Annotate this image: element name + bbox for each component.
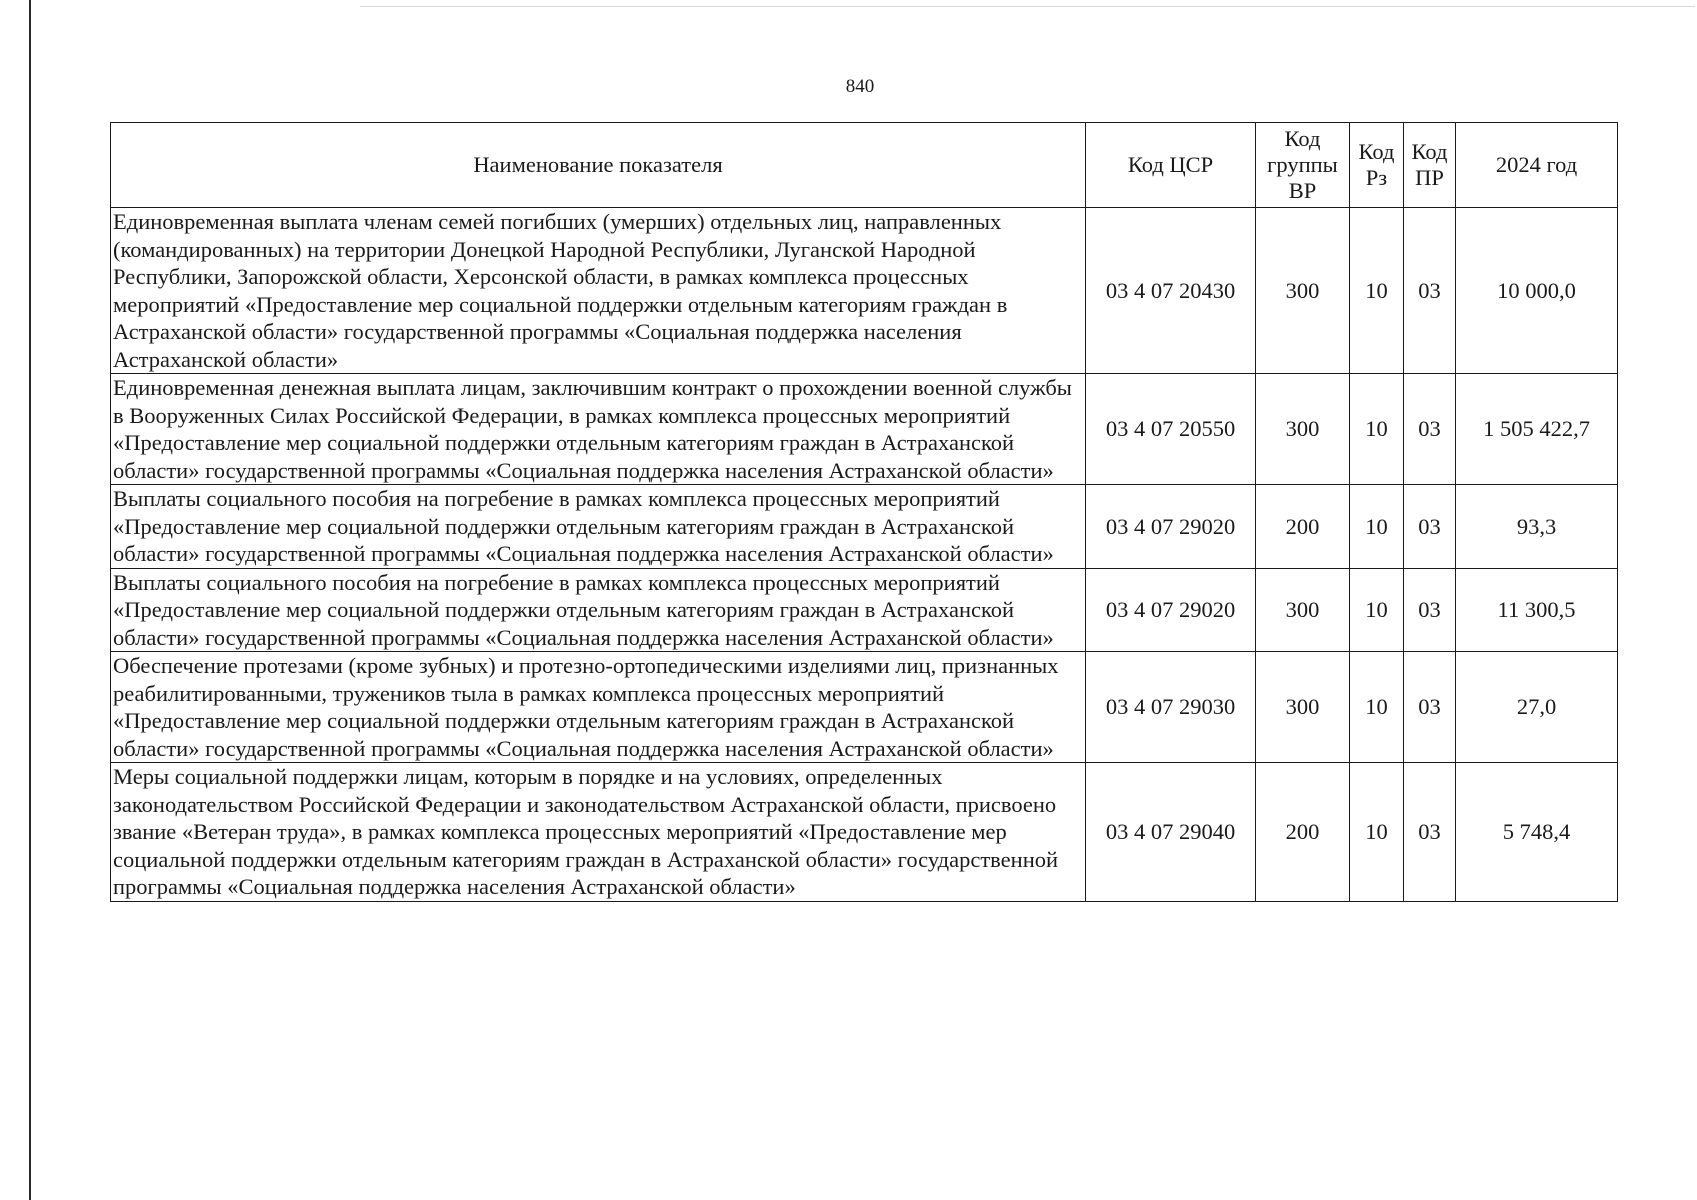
row-name: Единовременная выплата членам семей погибших (умерших) отдельных лиц, направленных (командированных) на территории Донецкой Народной Республики, Луганской Народной Республики, Запорожской области, Херсонской области, в рамках комплекса процессных мероприятий «Предоставление мер социальной поддержки отдельным категориям граждан в Астраханской области» государственной программы «Социальная поддержка населения Астраханской области»: [111, 208, 1086, 374]
row-rz-code: 10: [1350, 568, 1404, 652]
row-rz-code: 10: [1350, 652, 1404, 763]
row-vr-code: 300: [1256, 652, 1350, 763]
table-header: [111, 123, 1618, 208]
table-row: [111, 568, 1618, 652]
header-year: 2024 год: [1456, 123, 1618, 208]
row-rz-code: 10: [1350, 208, 1404, 374]
scan-edge-line: [360, 6, 1695, 7]
row-name: Меры социальной поддержки лицам, которым в порядке и на условиях, определенных законодательством Российской Федерации и законодательством Астраханской области, присвоено звание «Ветеран труда», в рамках комплекса процессных мероприятий «Предоставление мер социальной поддержки отдельным категориям граждан в Астраханской области» государственной программы «Социальная поддержка населения Астраханской области»: [111, 763, 1086, 902]
table-body: [111, 208, 1618, 902]
row-rz-code: 10: [1350, 763, 1404, 902]
table-row: [111, 652, 1618, 763]
row-name: Выплаты социального пособия на погребение в рамках комплекса процессных мероприятий «Предоставление мер социальной поддержки отдельным категориям граждан в Астраханской области» государственной программы «Социальная поддержка населения Астраханской области»: [111, 568, 1086, 652]
row-value: 10 000,0: [1456, 208, 1618, 374]
row-name: Выплаты социального пособия на погребение в рамках комплекса процессных мероприятий «Предоставление мер социальной поддержки отдельным категориям граждан в Астраханской области» государственной программы «Социальная поддержка населения Астраханской области»: [111, 485, 1086, 569]
row-value: 11 300,5: [1456, 568, 1618, 652]
binding-margin-line: [29, 0, 31, 1200]
row-csr-code: 03 4 07 29030: [1086, 652, 1256, 763]
row-csr-code: 03 4 07 29020: [1086, 485, 1256, 569]
row-vr-code: 300: [1256, 208, 1350, 374]
row-name: Единовременная денежная выплата лицам, заключившим контракт о прохождении военной службы в Вооруженных Силах Российской Федерации, в рамках комплекса процессных мероприятий «Предоставление мер социальной поддержки отдельным категориям граждан в Астраханской области» государственной программы «Социальная поддержка населения Астраханской области»: [111, 374, 1086, 485]
row-vr-code: 300: [1256, 568, 1350, 652]
row-csr-code: 03 4 07 29020: [1086, 568, 1256, 652]
row-rz-code: 10: [1350, 374, 1404, 485]
header-row: [111, 123, 1618, 208]
row-value: 5 748,4: [1456, 763, 1618, 902]
row-pr-code: 03: [1404, 374, 1456, 485]
row-value: 1 505 422,7: [1456, 374, 1618, 485]
page-number: 840: [845, 76, 875, 97]
header-csr-code: Код ЦСР: [1086, 123, 1256, 208]
row-csr-code: 03 4 07 20550: [1086, 374, 1256, 485]
row-csr-code: 03 4 07 29040: [1086, 763, 1256, 902]
row-csr-code: 03 4 07 20430: [1086, 208, 1256, 374]
table-row: [111, 763, 1618, 902]
row-pr-code: 03: [1404, 208, 1456, 374]
row-pr-code: 03: [1404, 568, 1456, 652]
budget-table: [110, 122, 1618, 902]
row-value: 27,0: [1456, 652, 1618, 763]
row-value: 93,3: [1456, 485, 1618, 569]
row-rz-code: 10: [1350, 485, 1404, 569]
header-pr-code: Код ПР: [1404, 123, 1456, 208]
row-name: Обеспечение протезами (кроме зубных) и протезно-ортопедическими изделиями лиц, признанных реабилитированными, тружеников тыла в рамках комплекса процессных мероприятий «Предоставление мер социальной поддержки отдельным категориям граждан в Астраханской области» государственной программы «Социальная поддержка населения Астраханской области»: [111, 652, 1086, 763]
row-pr-code: 03: [1404, 485, 1456, 569]
header-rz-code: Код Рз: [1350, 123, 1404, 208]
header-vr-code: Код группы ВР: [1256, 123, 1350, 208]
header-name: Наименование показателя: [111, 123, 1086, 208]
row-pr-code: 03: [1404, 652, 1456, 763]
row-vr-code: 300: [1256, 374, 1350, 485]
table-row: [111, 485, 1618, 569]
row-vr-code: 200: [1256, 485, 1350, 569]
table-row: [111, 374, 1618, 485]
table-row: [111, 208, 1618, 374]
row-vr-code: 200: [1256, 763, 1350, 902]
row-pr-code: 03: [1404, 763, 1456, 902]
